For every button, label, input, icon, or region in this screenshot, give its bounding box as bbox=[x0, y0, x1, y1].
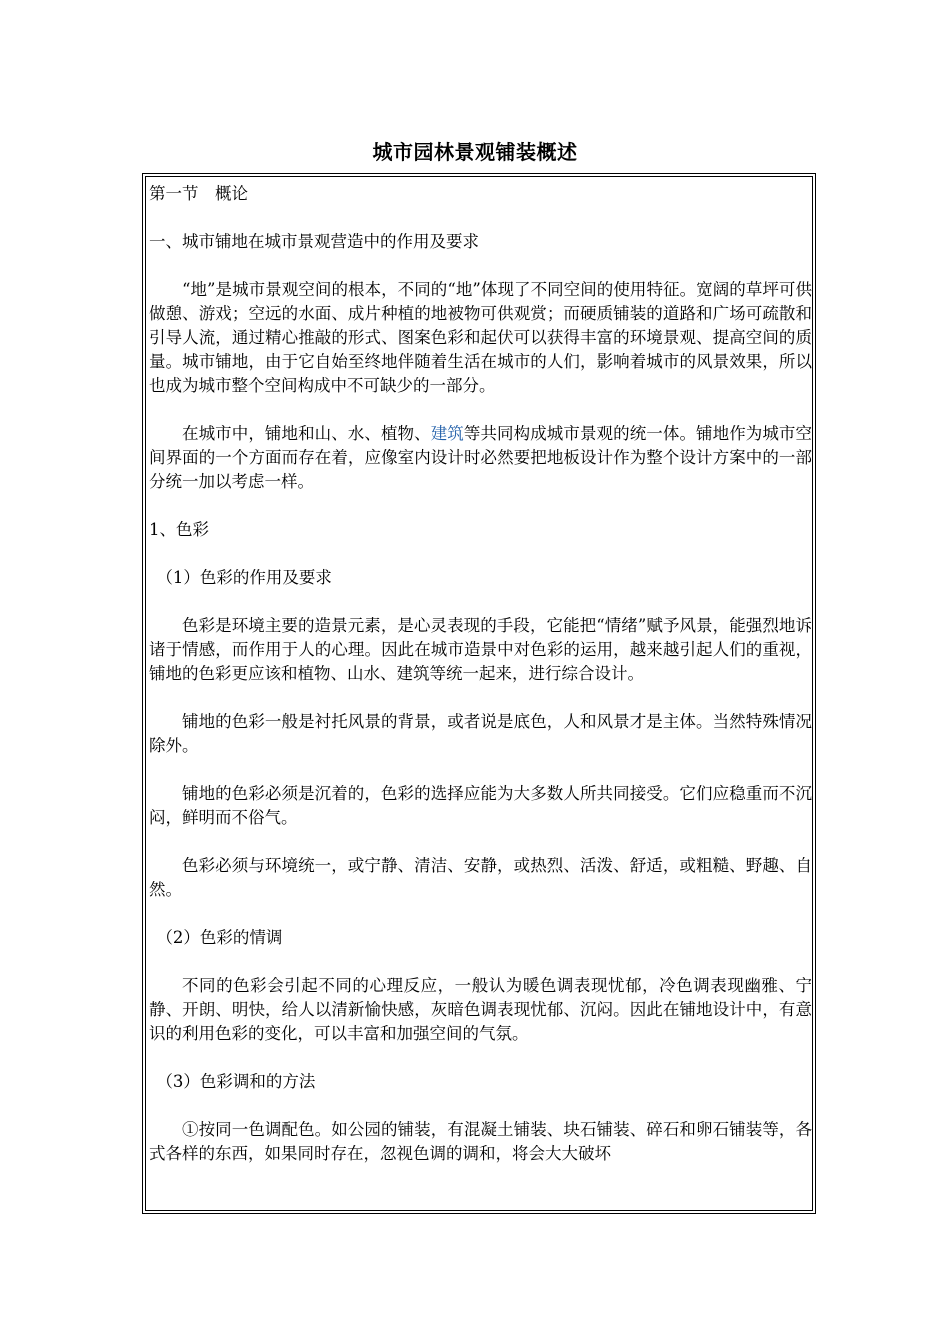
paragraph-8: ①按同一色调配色。如公园的铺装，有混凝土铺装、块石铺装、碎石和卵石铺装等，各式各样的东西，如果同时存在，忽视色调的调和，将会大大破坏 bbox=[149, 1120, 812, 1163]
subheading-3: （3）色彩调和的方法 bbox=[156, 1072, 316, 1091]
document-body bbox=[149, 182, 812, 1166]
paragraph-2-text-b: 等共同构成城市景观的统一体。铺地作为城市空间界面的一个方面而存在着，应像室内设计时必然要把地板设计作为整个设计方案中的一部分统一加以考虑一样。 bbox=[149, 424, 813, 491]
section-heading: 第一节 概论 bbox=[149, 184, 248, 203]
heading-1: 一、城市铺地在城市景观营造中的作用及要求 bbox=[149, 232, 479, 251]
content-frame bbox=[142, 173, 816, 1214]
paragraph-5: 铺地的色彩必须是沉着的，色彩的选择应能为大多数人所共同接受。它们应稳重而不沉闷，鲜明而不俗气。 bbox=[149, 784, 812, 827]
content-frame-inner bbox=[145, 176, 813, 1211]
subheading-1: （1）色彩的作用及要求 bbox=[156, 568, 332, 587]
paragraph-1: “地”是城市景观空间的根本，不同的“地”体现了不同空间的使用特征。宽阔的草坪可供做憩、游戏；空远的水面、成片种植的地被物可供观赏；而硬质铺装的道路和广场可疏散和引导人流，通过精心推敲的形式、图案色彩和起伏可以获得丰富的环境景观、提高空间的质量。城市铺地，由于它自始至终地伴随着生活在城市的人们，影响着城市的风景效果，所以也成为城市整个空间构成中不可缺少的一部分。 bbox=[149, 280, 812, 395]
paragraph-2-text-a: 在城市中，铺地和山、水、植物、 bbox=[182, 424, 431, 443]
building-link[interactable]: 建筑 bbox=[430, 424, 464, 443]
paragraph-4: 铺地的色彩一般是衬托风景的背景，或者说是底色，人和风景才是主体。当然特殊情况除外。 bbox=[149, 712, 812, 755]
paragraph-3: 色彩是环境主要的造景元素，是心灵表现的手段，它能把“情绪”赋予风景，能强烈地诉诸于情感，而作用于人的心理。因此在城市造景中对色彩的运用，越来越引起人们的重视，铺地的色彩更应该和植物、山水、建筑等统一起来，进行综合设计。 bbox=[149, 616, 812, 683]
paragraph-2 bbox=[149, 422, 812, 494]
heading-2: 1、色彩 bbox=[149, 520, 209, 539]
paragraph-7: 不同的色彩会引起不同的心理反应，一般认为暖色调表现忧郁，冷色调表现幽雅、宁静、开朗、明快，给人以清新愉快感，灰暗色调表现忧郁、沉闷。因此在铺地设计中，有意识的利用色彩的变化，可以丰富和加强空间的气氛。 bbox=[149, 976, 812, 1043]
subheading-2: （2）色彩的情调 bbox=[156, 928, 283, 947]
paragraph-6: 色彩必须与环境统一，或宁静、清洁、安静，或热烈、活泼、舒适，或粗糙、野趣、自然。 bbox=[149, 856, 812, 899]
page-title: 城市园林景观铺装概述 bbox=[372, 140, 578, 164]
